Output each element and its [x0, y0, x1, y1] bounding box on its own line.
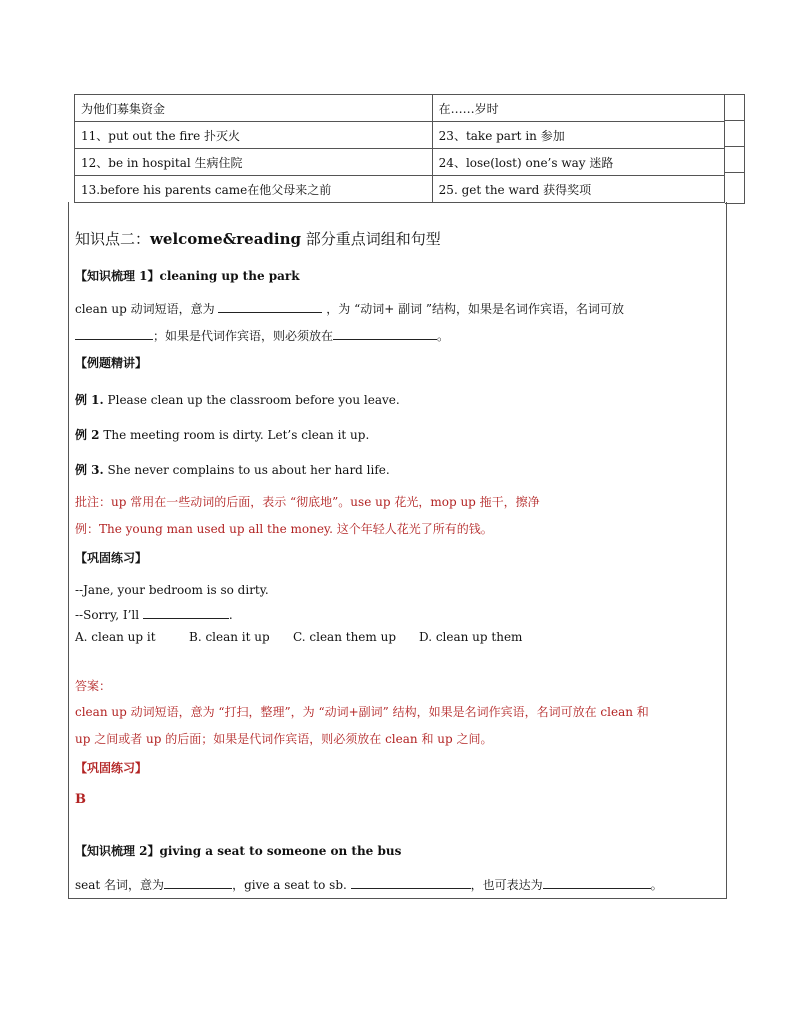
table-edge-column [725, 94, 745, 204]
point1-title [75, 268, 300, 284]
blank-line[interactable] [75, 327, 153, 340]
table-row [75, 122, 725, 149]
point1-text-line2 [75, 327, 449, 344]
table-cell: 在……岁时 [432, 95, 724, 122]
table-cell: 24、lose(lost) one’s way 迷路 [432, 149, 724, 176]
dialog-line-1: --Jane, your bedroom is so dirty. [75, 583, 269, 597]
table-row [75, 149, 725, 176]
point2-title-en: giving a seat to someone on the bus [159, 844, 402, 858]
point2-label: 【知识梳理 2】 [75, 844, 160, 858]
blank-line[interactable] [164, 876, 232, 889]
vocab-table [74, 94, 725, 203]
blank-line[interactable] [351, 876, 471, 889]
blank-line[interactable] [143, 606, 229, 619]
practice-label-2: 【巩固练习】 [75, 761, 148, 775]
table-cell: 23、take part in 参加 [432, 122, 724, 149]
section-heading-prefix: 知识点二： [75, 230, 151, 248]
table-cell: 为他们募集资金 [75, 95, 433, 122]
point1-title-en: cleaning up the park [159, 269, 300, 283]
option-c[interactable]: C. clean them up [293, 630, 396, 644]
section-heading [75, 231, 441, 247]
answer-line-2: up 之间或者 up 的后面；如果是代词作宾语，则必须放在 clean 和 up 之间。 [75, 732, 493, 746]
point2-text-c: ，也可表达为 [470, 878, 543, 892]
dialog-line2-prefix: --Sorry, I’ll [75, 608, 140, 622]
point1-text-a: clean up 动词短语，意为 [75, 302, 215, 316]
point1-label: 【知识梳理 1】 [75, 269, 160, 283]
point1-text-line1 [75, 300, 624, 317]
point2-text-a: seat 名词，意为 [75, 878, 165, 892]
table-cell: 25. get the ward 获得奖项 [432, 176, 724, 203]
table-row [75, 95, 725, 122]
option-b[interactable]: B. clean it up [189, 630, 270, 644]
example-label: 例 2 [75, 428, 100, 442]
table-cell: 11、put out the fire 扑灭火 [75, 122, 433, 149]
example-2 [75, 427, 369, 443]
point1-text-c: ；如果是代词作宾语，则必须放在 [153, 329, 334, 343]
practice-label: 【巩固练习】 [75, 551, 148, 565]
option-d[interactable]: D. clean up them [419, 630, 523, 644]
dialog-line-2 [75, 606, 233, 623]
table-cell: 12、be in hospital 生病住院 [75, 149, 433, 176]
blank-line[interactable] [218, 300, 322, 313]
examples-label: 【例题精讲】 [75, 356, 148, 370]
point2-text-b: ，give a seat to sb. [232, 878, 347, 892]
example-3 [75, 462, 390, 478]
point2-text-end: 。 [650, 878, 663, 892]
example-text: Please clean up the classroom before you leave. [103, 393, 400, 407]
example-text: The meeting room is dirty. Let’s clean it up. [99, 428, 370, 442]
blank-line[interactable] [333, 327, 437, 340]
point2-title [75, 843, 401, 859]
example-1 [75, 392, 400, 408]
example-label: 例 3. [75, 463, 104, 477]
table-row [75, 176, 725, 203]
answer-label: 答案： [75, 679, 112, 693]
point1-text-end: 。 [437, 329, 450, 343]
section-heading-en: welcome&reading [150, 230, 302, 248]
blank-line[interactable] [543, 876, 651, 889]
answer-line-1: clean up 动词短语，意为 “打扫，整理”，为 “动词+副词” 结构，如果是名词作宾语，名词可放在 clean 和 [75, 705, 649, 719]
point1-text-b: ，为 “动词+ 副词 ”结构，如果是名词作宾语，名词可放 [326, 302, 625, 316]
dialog-line2-suffix: . [228, 608, 233, 622]
practice-answer: B [75, 792, 86, 807]
note-line-1: 批注：up 常用在一些动词的后面，表示 “彻底地”。use up 花光，mop up 拖干，擦净 [75, 495, 540, 509]
example-text: She never complains to us about her hard life. [103, 463, 390, 477]
options-row [75, 629, 522, 645]
option-a[interactable]: A. clean up it [75, 630, 156, 644]
example-label: 例 1. [75, 393, 104, 407]
point2-text [75, 876, 663, 893]
section-heading-suffix: 部分重点词组和句型 [301, 230, 441, 248]
table-cell: 13.before his parents came在他父母来之前 [75, 176, 433, 203]
note-line-2: 例：The young man used up all the money. 这个年轻人花光了所有的钱。 [75, 522, 493, 536]
